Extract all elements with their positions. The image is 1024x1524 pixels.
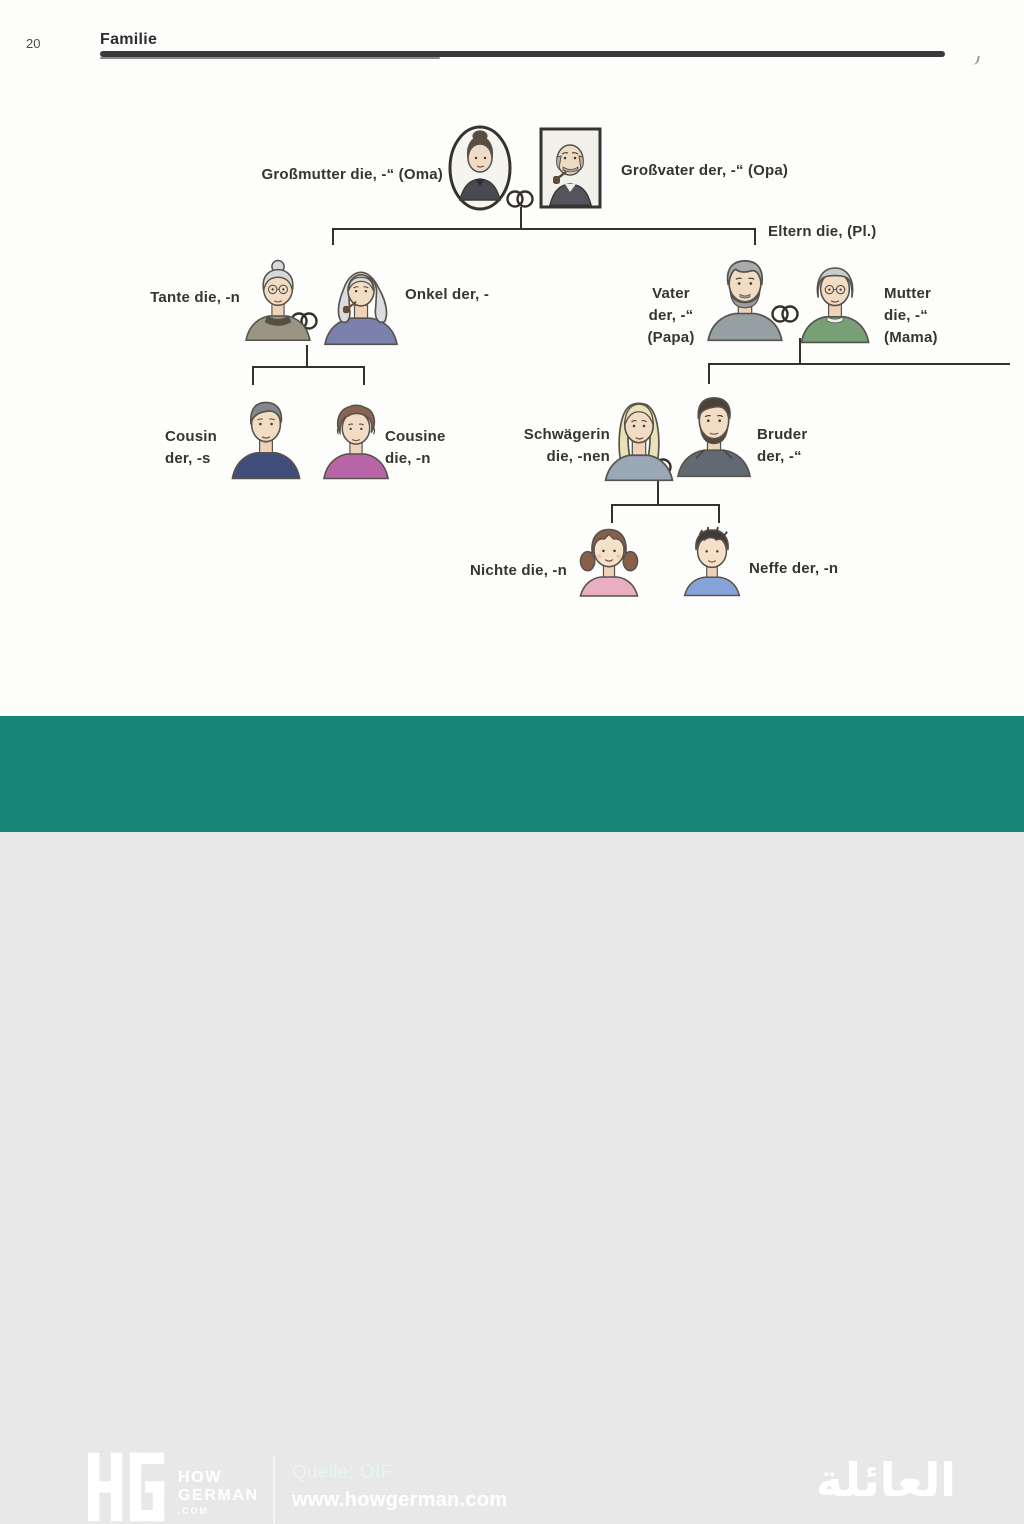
connector-drop-father-branch (754, 228, 756, 245)
mother-illustration (793, 256, 877, 344)
father-illustration (699, 250, 791, 342)
label-vater-line2: der, -“ (648, 307, 694, 324)
page-number: 20 (26, 36, 41, 51)
label-bruder (757, 424, 807, 468)
wedding-rings-icon (504, 188, 536, 210)
label-bruder-line2: der, -“ (757, 448, 802, 465)
connector-aunt-down (306, 345, 308, 368)
arabic-title: العائلة (815, 1453, 956, 1507)
label-eltern: Eltern die, (Pl.) (768, 223, 877, 240)
label-mutter (884, 283, 938, 349)
heading-rule (100, 51, 945, 57)
grandfather-portrait-illustration (539, 127, 602, 209)
label-bruder-line1: Bruder (757, 426, 808, 443)
uncle-illustration (317, 256, 405, 346)
label-mutter-line1: Mutter (884, 285, 932, 302)
footer-divider (273, 1455, 275, 1523)
label-grossmutter: Großmutter die, -“ (Oma) (261, 166, 443, 183)
brand-line-how: HOW (178, 1469, 222, 1486)
connector-grandparents-down (520, 207, 522, 229)
niece-illustration (567, 520, 651, 596)
connector-niece-nephew-bar (611, 504, 720, 506)
label-mutter-line3: (Mama) (884, 329, 938, 346)
label-neffe: Neffe der, -n (749, 560, 839, 577)
source-credit: Quelle: ÖIF (292, 1462, 393, 1483)
label-schwaegerin-line2: die, -nen (546, 448, 610, 465)
aunt-illustration (240, 254, 316, 346)
label-cousine-line2: die, -n (385, 450, 431, 467)
label-cousin-line2: der, -s (165, 450, 211, 467)
label-onkel: Onkel der, - (405, 286, 490, 303)
connector-drop-brother (708, 363, 710, 384)
connector-drop-nephew (718, 504, 720, 523)
label-nichte: Nichte die, -n (470, 562, 567, 579)
footer-banner (0, 716, 1024, 1516)
connector-cousins-bar (252, 366, 365, 368)
label-tante: Tante die, -n (150, 289, 240, 306)
website-url: www.howgerman.com (292, 1489, 508, 1511)
brand-wordmark (178, 1469, 259, 1517)
label-cousin (165, 426, 217, 470)
label-mutter-line2: die, -“ (884, 307, 928, 324)
brother-illustration (669, 388, 759, 478)
connector-grandparents-bar (332, 228, 756, 230)
howgerman-logo-icon (88, 1450, 168, 1524)
cousin-female-illustration (315, 396, 397, 480)
label-grossvater: Großvater der, -“ (Opa) (621, 162, 789, 179)
connector-drop-aunt-branch (332, 228, 334, 245)
label-cousine-line1: Cousine (385, 428, 446, 445)
page-title: Familie (100, 31, 158, 48)
brand-line-german: GERMAN (178, 1487, 259, 1504)
nephew-illustration (674, 522, 750, 596)
cousin-male-illustration (226, 392, 306, 480)
label-vater-line3: (Papa) (647, 329, 695, 346)
scan-artifact (970, 54, 980, 65)
brand-line-com: .COM (178, 1506, 209, 1516)
label-schwaegerin-line1: Schwägerin (523, 426, 610, 443)
connector-drop-cousine (363, 366, 365, 385)
label-cousin-line1: Cousin (165, 428, 218, 445)
label-vater (633, 283, 709, 349)
label-vater-line1: Vater (652, 285, 690, 302)
label-schwaegerin (470, 424, 610, 468)
connector-drop-cousin (252, 366, 254, 385)
connector-siblings-bar (708, 363, 1010, 365)
